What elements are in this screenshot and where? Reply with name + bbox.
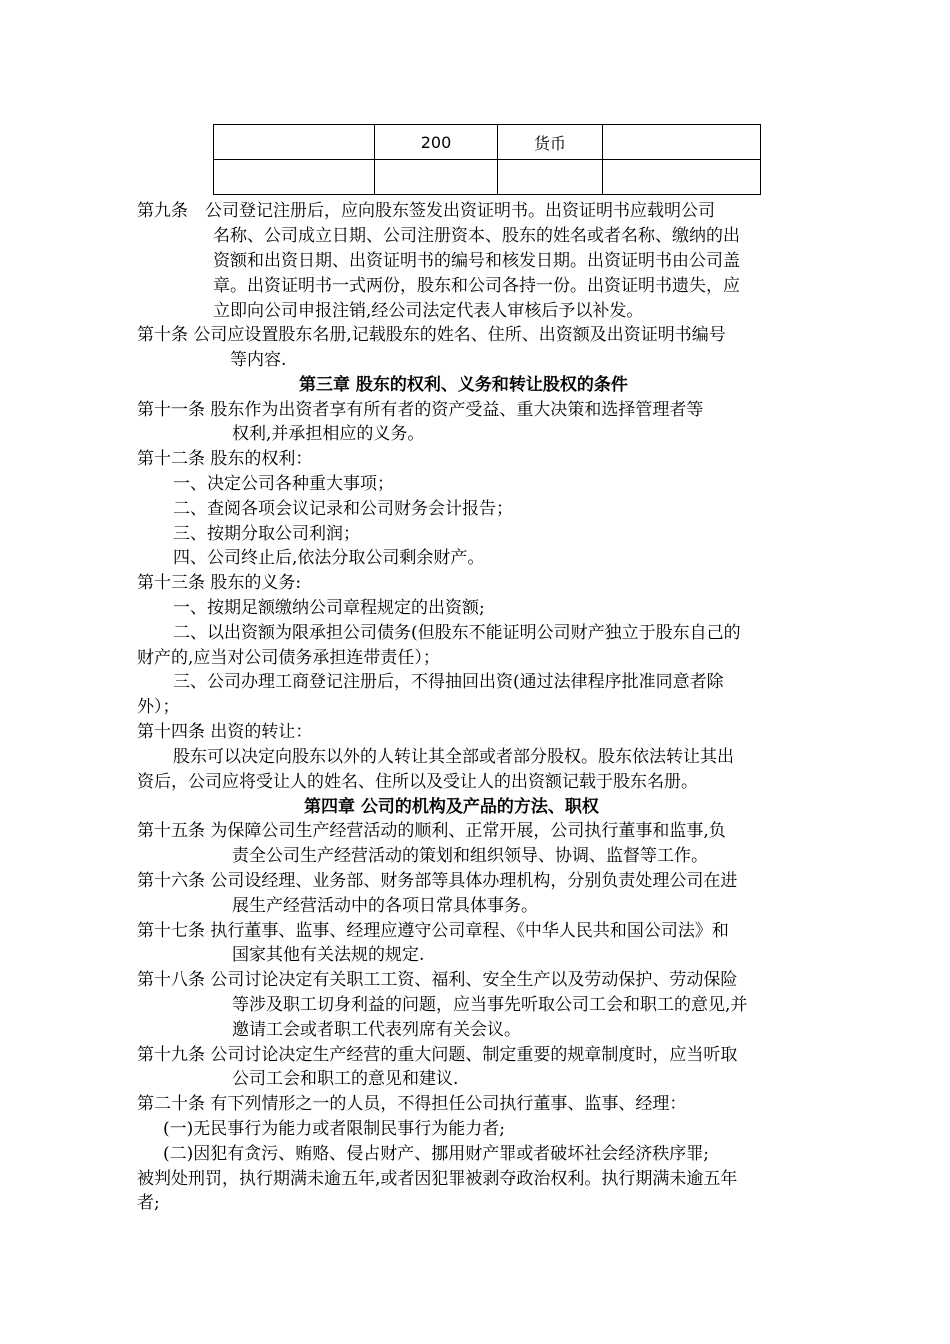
article-12-item-4: 四、公司终止后,依法分取公司剩余财产。 (173, 548, 485, 568)
table-cell (214, 160, 375, 195)
article-12-heading: 第十二条 股东的权利： (137, 449, 313, 469)
table-cell (603, 160, 761, 195)
article-9-line-1: 第九条 公司登记注册后，应向股东签发出资证明书。出资证明书应载明公司 (137, 201, 715, 221)
article-11-line-1: 第十一条 股东作为出资者享有所有者的资产受益、重大决策和选择管理者等 (137, 400, 704, 420)
table-cell (375, 160, 498, 195)
article-16-line-1: 第十六条 公司设经理、业务部、财务部等具体办理机构，分别负责处理公司在进 (137, 871, 738, 891)
table-cell: 200 (375, 125, 498, 160)
article-13-item-2-line-1: 二、以出资额为限承担公司债务(但股东不能证明公司财产独立于股东自己的 (173, 623, 741, 643)
chapter-4-heading: 第四章 公司的机构及产品的方法、职权 (304, 797, 599, 817)
article-14-line-1: 股东可以决定向股东以外的人转让其全部或者部分股权。股东依法转让其出 (173, 747, 734, 767)
table-cell: 货币 (498, 125, 603, 160)
article-20-item-2-line-3: 者; (137, 1193, 160, 1213)
article-13-item-3-line-2: 外）； (137, 697, 180, 717)
article-10-line-2: 等内容. (230, 350, 287, 370)
table-row (214, 160, 761, 195)
article-19-line-2: 公司工会和职工的意见和建议. (232, 1069, 459, 1089)
article-11-line-2: 权利,并承担相应的义务。 (232, 424, 425, 444)
article-20-item-1: (一)无民事行为能力或者限制民事行为能力者; (163, 1119, 505, 1139)
table-cell (603, 125, 761, 160)
article-17-line-2: 国家其他有关法规的规定. (232, 945, 425, 965)
article-15-line-1: 第十五条 为保障公司生产经营活动的顺利、正常开展，公司执行董事和监事,负 (137, 821, 726, 841)
article-18-line-1: 第十八条 公司讨论决定有关职工工资、福利、安全生产以及劳动保护、劳动保险 (137, 970, 738, 990)
article-18-line-2: 等涉及职工切身利益的问题，应当事先听取公司工会和职工的意见,并 (232, 995, 748, 1015)
article-20-item-2-line-1: (二)因犯有贪污、贿赂、侵占财产、挪用财产罪或者破坏社会经济秩序罪; (163, 1144, 709, 1164)
article-9-line-5: 立即向公司申报注销,经公司法定代表人审核后予以补发。 (213, 301, 644, 321)
article-20-item-2-line-2: 被判处刑罚，执行期满未逾五年,或者因犯罪被剥夺政治权利。执行期满未逾五年 (137, 1169, 738, 1189)
article-12-item-1: 一、决定公司各种重大事项； (173, 474, 394, 494)
chapter-3-heading: 第三章 股东的权利、义务和转让股权的条件 (299, 375, 628, 395)
article-9-line-4: 章。出资证明书一式两份，股东和公司各持一份。出资证明书遗失，应 (213, 276, 740, 296)
article-12-item-3: 三、按期分取公司利润； (173, 524, 360, 544)
capital-contribution-table (213, 124, 761, 195)
article-9-line-3: 资额和出资日期、出资证明书的编号和核发日期。出资证明书由公司盖 (213, 251, 740, 271)
article-13-item-3-line-1: 三、公司办理工商登记注册后，不得抽回出资(通过法律程序批准同意者除 (173, 672, 724, 692)
article-15-line-2: 责全公司生产经营活动的策划和组织领导、协调、监督等工作。 (232, 846, 708, 866)
article-13-heading: 第十三条 股东的义务: (137, 573, 302, 593)
article-13-item-2-line-2: 财产的,应当对公司债务承担连带责任）； (137, 648, 440, 668)
table-row (214, 125, 761, 160)
article-10-line-1: 第十条 公司应设置股东名册,记载股东的姓名、住所、出资额及出资证明书编号 (137, 325, 726, 345)
article-14-heading: 第十四条 出资的转让： (137, 722, 313, 742)
article-20-heading: 第二十条 有下列情形之一的人员，不得担任公司执行董事、监事、经理： (137, 1094, 687, 1114)
article-14-line-2: 资后，公司应将受让人的姓名、住所以及受让人的出资额记载于股东名册。 (137, 772, 698, 792)
article-17-line-1: 第十七条 执行董事、监事、经理应遵守公司章程、《中华人民共和国公司法》和 (137, 921, 729, 941)
article-9-line-2: 名称、公司成立日期、公司注册资本、股东的姓名或者名称、缴纳的出 (213, 226, 740, 246)
article-16-line-2: 展生产经营活动中的各项日常具体事务。 (232, 896, 538, 916)
table-cell (498, 160, 603, 195)
article-13-item-1: 一、按期足额缴纳公司章程规定的出资额; (173, 598, 485, 618)
table-cell (214, 125, 375, 160)
article-19-line-1: 第十九条 公司讨论决定生产经营的重大问题、制定重要的规章制度时，应当听取 (137, 1045, 738, 1065)
article-12-item-2: 二、查阅各项会议记录和公司财务会计报告； (173, 499, 513, 519)
article-18-line-3: 邀请工会或者职工代表列席有关会议。 (232, 1020, 521, 1040)
